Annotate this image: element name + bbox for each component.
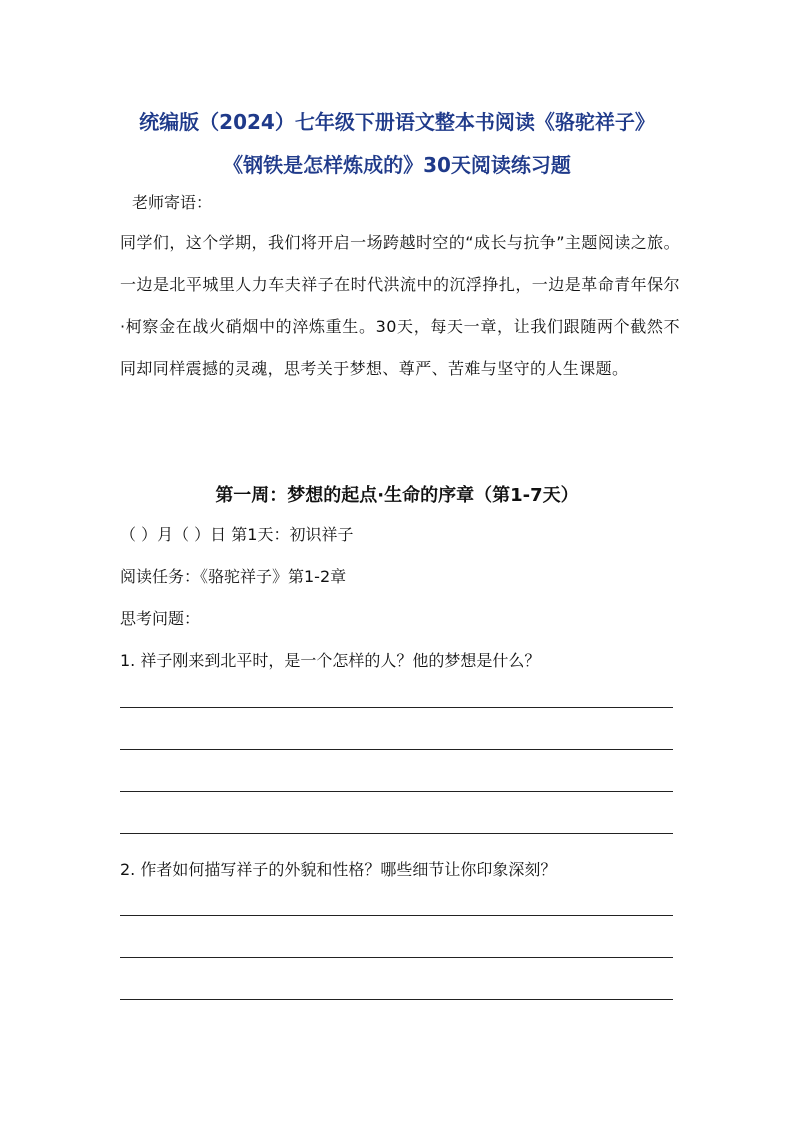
- intro-paragraph: 同学们，这个学期，我们将开启一场跨越时空的“成长与抗争”主题阅读之旅。一边是北平城里人力车夫祥子在时代洪流中的沉浮挣扎，一边是革命青年保尔·柯察金在战火硝烟中的淬炼重生。30天，每天一章，让我们跟随两个截然不同却同样震撼的灵魂，思考关于梦想、尊严、苦难与坚守的人生课题。: [120, 233, 680, 378]
- title-line-1: 统编版（2024）七年级下册语文整本书阅读《骆驼祥子》: [139, 110, 655, 134]
- reading-task: 阅读任务：《骆驼祥子》第1-2章: [120, 567, 347, 586]
- answer-line[interactable]: [120, 915, 673, 916]
- title-line-2: 《钢铁是怎样炼成的》30天阅读练习题: [223, 153, 571, 177]
- day1-date-line: （ ）月（ ）日 第1天：初识祥子: [120, 525, 354, 544]
- question-2: 2. 作者如何描写祥子的外貌和性格？哪些细节让你印象深刻？: [120, 860, 557, 879]
- question-1: 1. 祥子刚来到北平时，是一个怎样的人？他的梦想是什么？: [120, 651, 541, 670]
- answer-line[interactable]: [120, 707, 673, 708]
- answer-line[interactable]: [120, 833, 673, 834]
- answer-line[interactable]: [120, 999, 673, 1000]
- teacher-message-label: 老师寄语：: [132, 193, 213, 212]
- answer-line[interactable]: [120, 957, 673, 958]
- week1-heading: 第一周：梦想的起点·生命的序章（第1-7天）: [215, 485, 579, 506]
- answer-line[interactable]: [120, 749, 673, 750]
- thinking-label: 思考问题：: [120, 609, 201, 628]
- answer-line[interactable]: [120, 791, 673, 792]
